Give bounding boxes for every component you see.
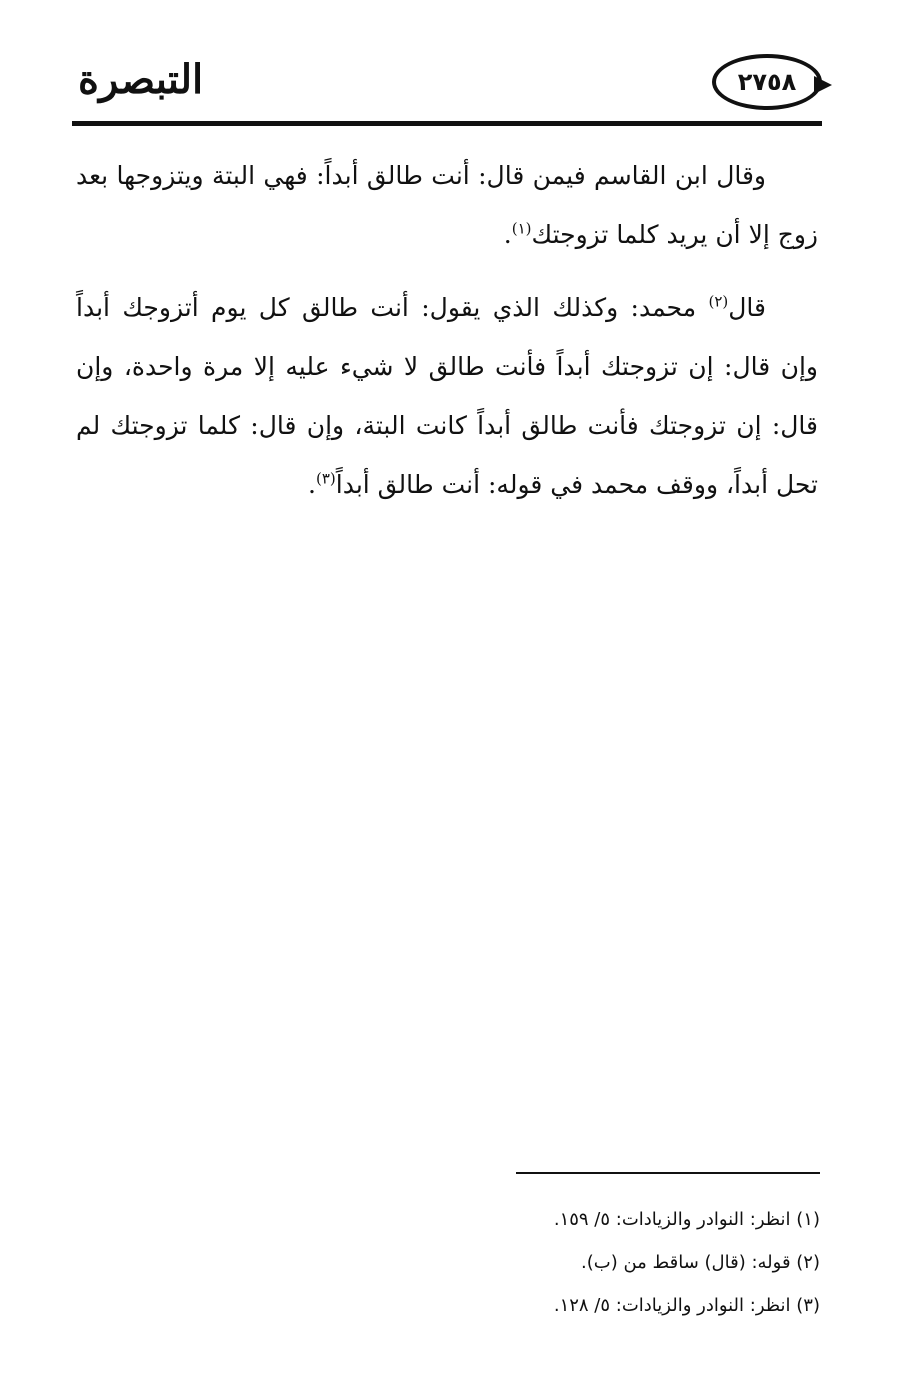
page-number: ٢٧٥٨ <box>737 68 797 96</box>
running-title: التبصرة <box>78 56 204 103</box>
footnote-rule <box>516 1172 820 1174</box>
paragraph-2-lead: قال <box>728 293 766 322</box>
footnote-ref-1: (١) <box>511 219 532 238</box>
footnotes <box>380 1198 820 1327</box>
paragraph-1 <box>76 146 818 264</box>
paragraph-2-text: محمد: وكذلك الذي يقول: أنت طالق كل يوم أتزوجك أبداً وإن قال: إن تزوجتك أبداً فأنت طالق لا شيء عليه إلا مرة واحدة، وإن قال: إن تزوجتك فأنت طالق أبداً كانت البتة، وإن قال: كلما تزوجتك لم تحل أبداً، ووقف محمد في قوله: أنت طالق أبداً <box>76 293 818 499</box>
paragraph-1-tail: . <box>503 220 512 249</box>
main-text <box>76 146 818 528</box>
header-rule <box>72 121 822 126</box>
paragraph-1-text: وقال ابن القاسم فيمن قال: أنت طالق أبداً: فهي البتة ويتزوجها بعد زوج إلا أن يريد كلما تزوجتك <box>76 161 818 249</box>
paragraph-2-tail: . <box>308 470 316 499</box>
page-number-badge <box>712 54 822 110</box>
footnote-ref-2: (٢) <box>708 292 729 311</box>
footnote-2: (٢) قوله: (قال) ساقط من (ب). <box>581 1252 820 1273</box>
page-header <box>72 44 822 126</box>
footnote-3: (٣) انظر: النوادر والزيادات: ٥/ ١٢٨. <box>553 1295 820 1316</box>
paragraph-2 <box>76 278 818 514</box>
footnote-1: (١) انظر: النوادر والزيادات: ٥/ ١٥٩. <box>553 1209 820 1230</box>
footnote-ref-3: (٣) <box>315 469 336 488</box>
